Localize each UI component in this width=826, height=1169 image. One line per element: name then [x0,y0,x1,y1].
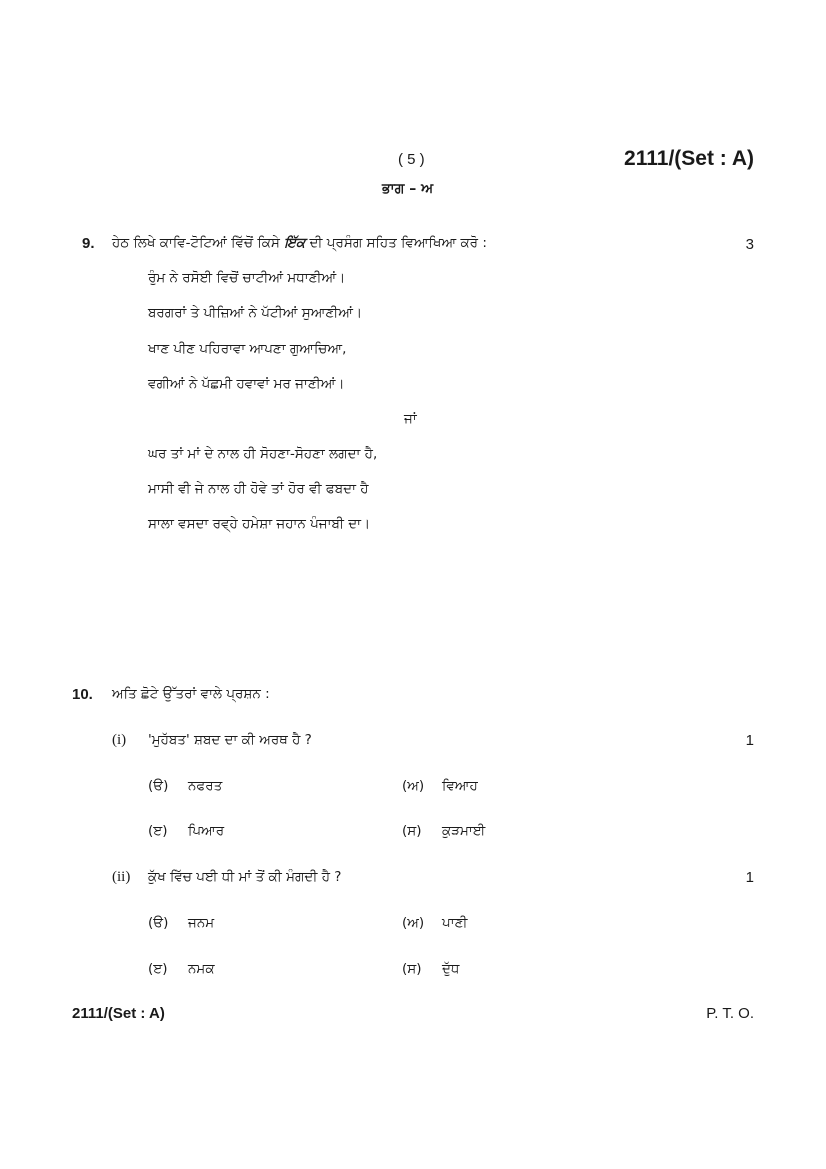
option-text: ਜਨਮ [188,915,215,931]
option-text: ਨਮਕ [188,961,215,977]
option-text: ਦੁੱਧ [442,961,460,977]
marks: 1 [745,732,754,749]
poem-line: ਰੁੰਮ ਨੇ ਰਸੋਈ ਵਿਚੋਂ ਚਾਟੀਆਂ ਮਧਾਣੀਆਂ। [148,270,346,286]
marks: 1 [745,869,754,886]
option-label: (ਅ) [402,915,425,931]
option-text: ਨਫਰਤ [188,778,223,794]
poem-line: ਵਗੀਆਂ ਨੇ ਪੱਛਮੀ ਹਵਾਵਾਂ ਮਰ ਜਾਣੀਆਂ। [148,376,345,392]
prompt-emphasis: ਇੱਕ [284,235,306,251]
page-number: ( 5 ) [398,151,425,168]
option-label: (ਅ) [402,778,425,794]
sub-question-label: (ii) [112,869,131,885]
footer-pto: P. T. O. [706,1005,754,1022]
section-title: ਭਾਗ – ਅ [382,181,434,197]
prompt-text: ਹੇਠ ਲਿਖੇ ਕਾਵਿ-ਟੋਟਿਆਂ ਵਿੱਚੋਂ ਕਿਸੇ [112,235,280,251]
option-label: (ਸ) [402,823,422,839]
option-label: (ਸ) [402,961,422,977]
option-text: ਵਿਆਹ [442,778,478,794]
poem-line: ਸਾਲਾ ਵਸਦਾ ਰਵ੍ਹੇ ਹਮੇਸ਼ਾ ਜਹਾਨ ਪੰਜਾਬੀ ਦਾ। [148,516,371,532]
option-label: (ੲ) [148,823,168,839]
poem-line: ਖਾਣ ਪੀਣ ਪਹਿਰਾਵਾ ਆਪਣਾ ਗੁਆਚਿਆ, [148,341,347,357]
sub-question-text: ਕੁੱਖ ਵਿੱਚ ਪਈ ਧੀ ਮਾਂ ਤੋਂ ਕੀ ਮੰਗਦੀ ਹੈ ? [148,869,342,885]
question-number: 9. [82,235,95,252]
option-text: ਕੁੜਮਾਈ [442,823,486,839]
marks: 3 [745,236,754,253]
sub-question-label: (i) [112,732,127,748]
sub-question-text: 'ਮੁਹੱਬਤ' ਸ਼ਬਦ ਦਾ ਕੀ ਅਰਥ ਹੈ ? [148,732,312,748]
footer-paper-code: 2111/(Set : A) [72,1005,165,1022]
option-label: (ੳ) [148,915,169,931]
paper-code: 2111/(Set : A) [624,147,754,170]
question-prompt: ਅਤਿ ਛੋਟੇ ਉੱਤਰਾਂ ਵਾਲੇ ਪ੍ਰਸ਼ਨ : [112,686,270,702]
poem-line: ਬਰਗਰਾਂ ਤੇ ਪੀਜ਼ਿਆਂ ਨੇ ਪੱਟੀਆਂ ਸੁਆਣੀਆਂ। [148,305,363,321]
question-number: 10. [72,686,93,703]
or-separator: ਜਾਂ [404,411,417,427]
option-label: (ੲ) [148,961,168,977]
poem-line: ਘਰ ਤਾਂ ਮਾਂ ਦੇ ਨਾਲ ਹੀ ਸੋਹਣਾ-ਸੋਹਣਾ ਲਗਦਾ ਹੈ, [148,446,378,462]
poem-line: ਮਾਸੀ ਵੀ ਜੇ ਨਾਲ ਹੀ ਹੋਵੇ ਤਾਂ ਹੋਰ ਵੀ ਫਬਦਾ ਹੈ [148,481,369,497]
question-prompt [112,235,487,251]
option-text: ਪਿਆਰ [188,823,225,839]
option-text: ਪਾਣੀ [442,915,468,931]
option-label: (ੳ) [148,778,169,794]
prompt-text: ਦੀ ਪ੍ਰਸੰਗ ਸਹਿਤ ਵਿਆਖਿਆ ਕਰੋ : [309,235,487,251]
